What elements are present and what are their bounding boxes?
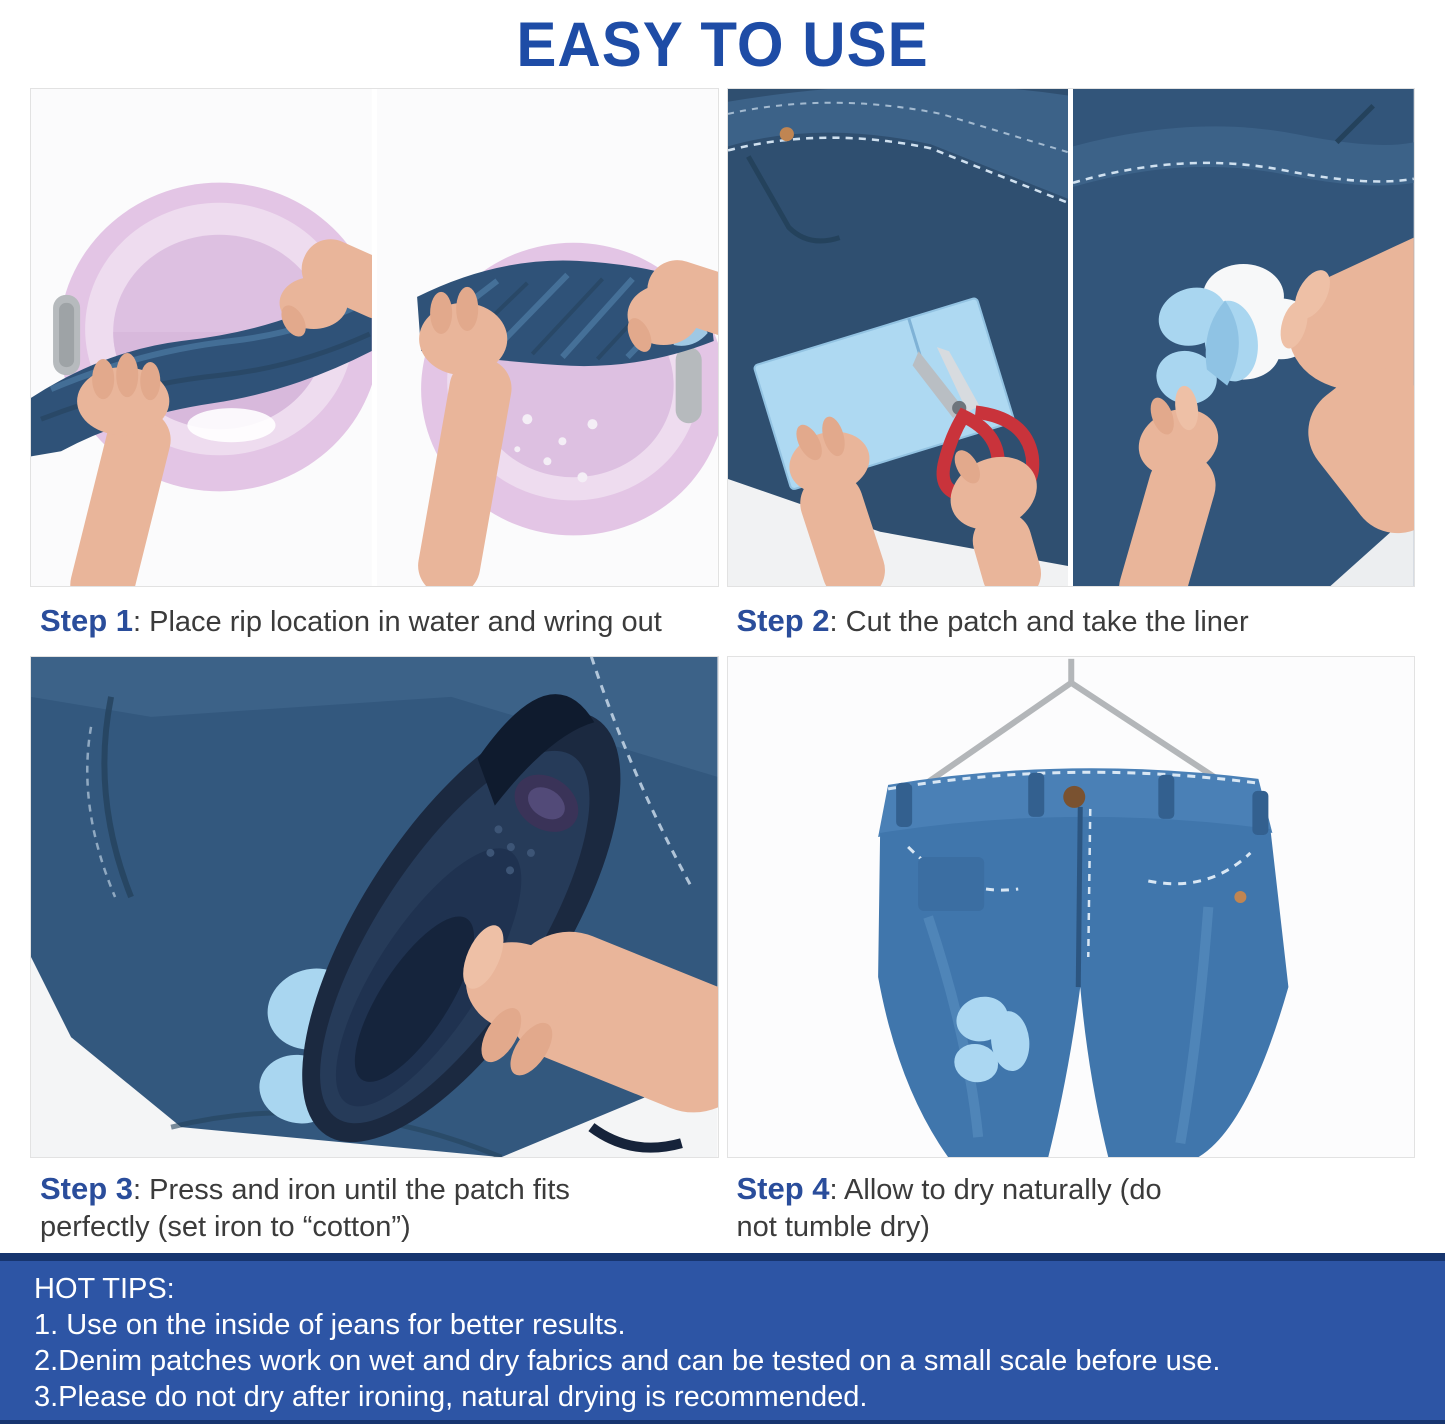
coin-pocket [918, 857, 984, 911]
step2-photo-panel [727, 88, 1416, 587]
photo-step2-cut-patch [728, 89, 1069, 586]
captions-row-1 [0, 587, 1445, 656]
step3-caption [30, 1170, 670, 1245]
rivet [1234, 891, 1246, 903]
photo-step1-place-in-water [31, 89, 372, 586]
belt-loop [1158, 775, 1174, 819]
fly-seam [1078, 807, 1080, 987]
jeans-button [1063, 786, 1085, 808]
step1-label: Step 1 [40, 603, 134, 639]
step3-photo-panel [30, 656, 719, 1158]
photo-step2-take-liner [1073, 89, 1414, 586]
photo-step1-wring-out [377, 89, 718, 586]
step1-photo-panel [30, 88, 719, 587]
step4-text: : Allow to dry naturally (do not tumble dry) [736, 1174, 1162, 1243]
hot-tip-2: 2.Denim patches work on wet and dry fabrics and can be tested on a small scale before use. [34, 1345, 1221, 1377]
step4-label: Step 4 [736, 1171, 830, 1206]
step4-caption [727, 1170, 1187, 1245]
belt-loop [1252, 791, 1268, 835]
photo-row-1 [0, 88, 1445, 587]
rivet [779, 127, 793, 141]
step4-photo-panel [727, 656, 1416, 1158]
step3-text: : Press and iron until the patch fits perfectly (set iron to “cotton”) [40, 1174, 570, 1243]
step2-caption [727, 602, 1416, 641]
photo-step4-hang-dry [728, 657, 1415, 1157]
belt-loop [1028, 773, 1044, 817]
hot-tip-3: 3.Please do not dry after ironing, natural drying is recommended. [34, 1381, 868, 1413]
step2-text: : Cut the patch and take the liner [829, 606, 1249, 639]
page-title: EASY TO USE [516, 8, 929, 80]
step1-caption [30, 602, 719, 641]
step2-label: Step 2 [736, 603, 830, 639]
hot-tip-1: 1. Use on the inside of jeans for better results. [34, 1309, 626, 1341]
step1-text: : Place rip location in water and wring out [133, 606, 662, 639]
photo-row-2 [0, 656, 1445, 1158]
belt-loop [896, 783, 912, 827]
hot-tips-section [0, 1253, 1445, 1424]
step3-label: Step 3 [40, 1171, 134, 1206]
hot-tips-heading: HOT TIPS: [34, 1273, 175, 1305]
photo-step3-ironing [31, 657, 718, 1157]
captions-row-2 [0, 1158, 1445, 1253]
bowl-handle [675, 347, 701, 423]
title-bar [0, 0, 1445, 88]
